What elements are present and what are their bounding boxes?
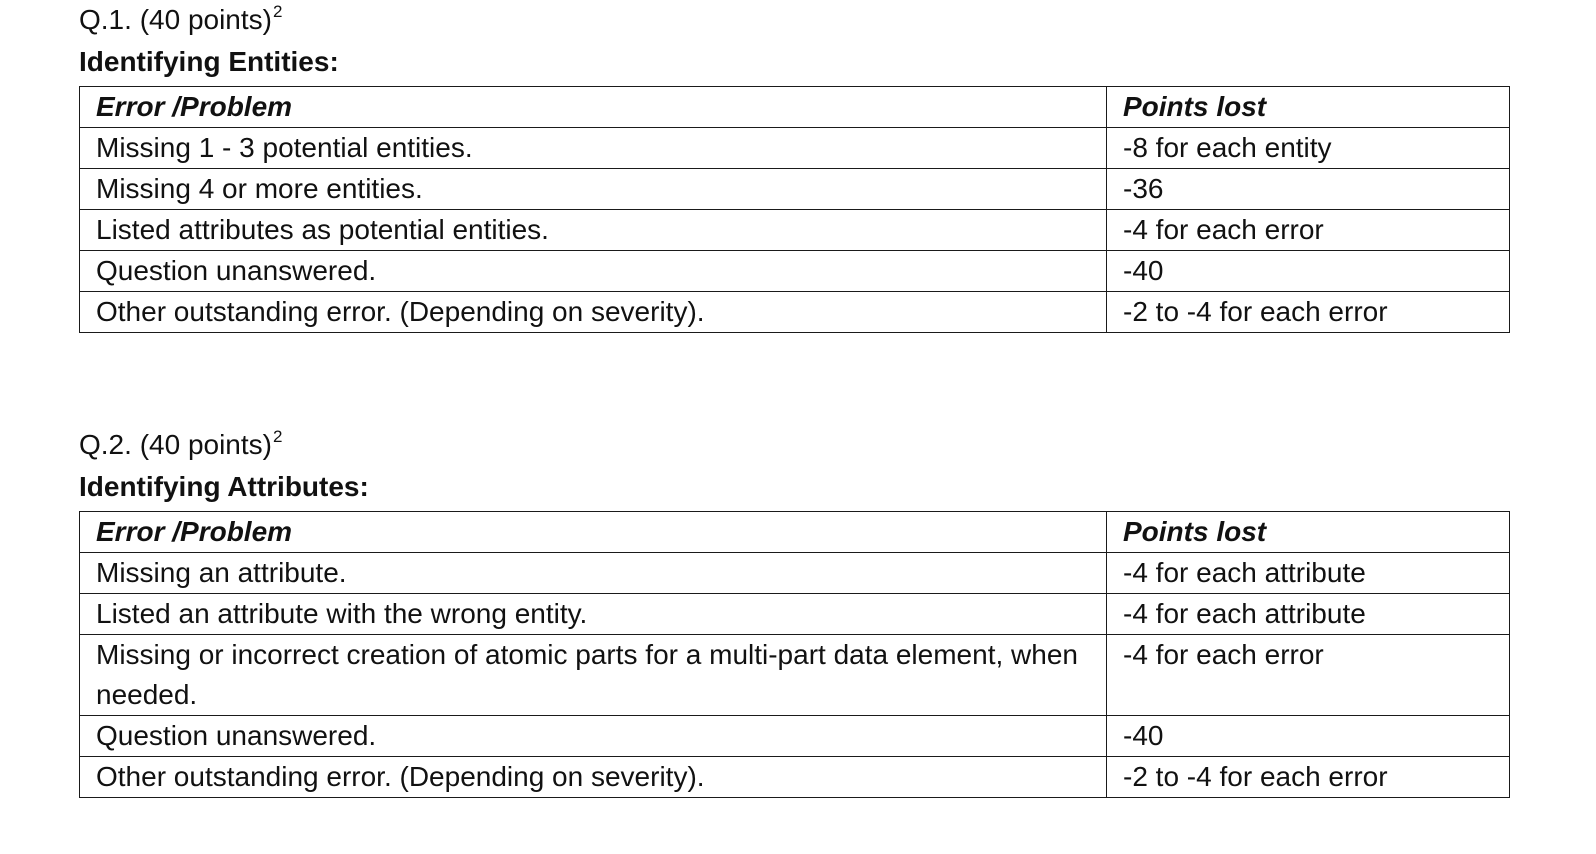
table-row (80, 251, 1510, 292)
error-cell: Other outstanding error. (Depending on severity). (80, 757, 1107, 798)
table-header-row (80, 87, 1510, 128)
points-cell: -36 (1107, 169, 1510, 210)
q2-heading-text: Q.2. (40 points) (79, 429, 272, 460)
points-cell: -40 (1107, 251, 1510, 292)
q2-footnote-marker: 2 (272, 427, 283, 446)
q2-heading (79, 425, 1509, 465)
table-row (80, 635, 1510, 716)
table-row (80, 757, 1510, 798)
error-cell: Listed attributes as potential entities. (80, 210, 1107, 251)
q1-heading (79, 0, 1509, 40)
points-cell: -4 for each attribute (1107, 553, 1510, 594)
points-cell: -4 for each error (1107, 635, 1510, 716)
points-cell: -2 to -4 for each error (1107, 757, 1510, 798)
error-cell: Listed an attribute with the wrong entity. (80, 594, 1107, 635)
q1-section (79, 0, 1509, 333)
q2-subheading: Identifying Attributes: (79, 471, 369, 502)
q1-footnote-marker: 2 (272, 2, 283, 21)
table-row (80, 128, 1510, 169)
column-header-error: Error /Problem (80, 512, 1107, 553)
q1-subheading: Identifying Entities: (79, 46, 339, 77)
table-row (80, 292, 1510, 333)
table-row (80, 210, 1510, 251)
table-row (80, 716, 1510, 757)
q2-rubric-table (79, 511, 1510, 798)
points-cell: -2 to -4 for each error (1107, 292, 1510, 333)
column-header-points: Points lost (1107, 87, 1510, 128)
table-row (80, 553, 1510, 594)
table-row (80, 594, 1510, 635)
error-cell: Other outstanding error. (Depending on severity). (80, 292, 1107, 333)
points-cell: -40 (1107, 716, 1510, 757)
column-header-points: Points lost (1107, 512, 1510, 553)
table-header-row (80, 512, 1510, 553)
error-cell: Missing 1 - 3 potential entities. (80, 128, 1107, 169)
column-header-error: Error /Problem (80, 87, 1107, 128)
table-row (80, 169, 1510, 210)
q2-section (79, 425, 1509, 798)
error-cell: Missing or incorrect creation of atomic parts for a multi-part data element, when needed. (80, 635, 1107, 716)
error-cell: Missing 4 or more entities. (80, 169, 1107, 210)
error-cell: Question unanswered. (80, 716, 1107, 757)
q1-heading-text: Q.1. (40 points) (79, 4, 272, 35)
points-cell: -4 for each error (1107, 210, 1510, 251)
points-cell: -8 for each entity (1107, 128, 1510, 169)
points-cell: -4 for each attribute (1107, 594, 1510, 635)
error-cell: Question unanswered. (80, 251, 1107, 292)
q1-rubric-table (79, 86, 1510, 333)
error-cell: Missing an attribute. (80, 553, 1107, 594)
